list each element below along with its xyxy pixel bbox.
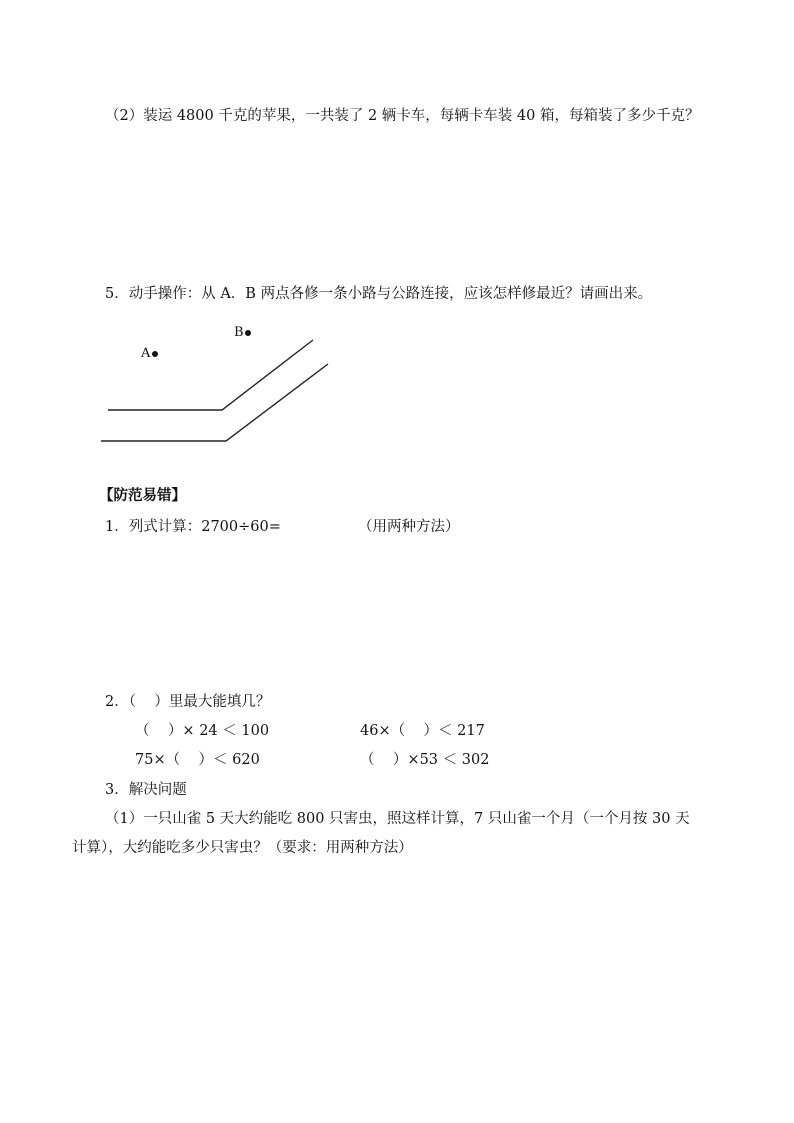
- point-b-label: B: [234, 325, 244, 340]
- section-title: 【防范易错】: [99, 487, 186, 504]
- problem-3-1-line-2: 计算），大约能吃多少只害虫？（要求：用两种方法）: [72, 840, 413, 856]
- point-a-label: A: [141, 346, 151, 361]
- problem-1-note: （用两种方法）: [358, 519, 460, 535]
- road-edge-lower: [101, 364, 328, 441]
- problem-2-item-4: （ ）×53 ＜ 302: [360, 752, 490, 768]
- problem-2-item-2: 46×（ ）＜ 217: [360, 723, 485, 739]
- road-svg: [95, 318, 335, 448]
- problem-3-title: 3．解决问题: [105, 782, 187, 798]
- point-a-dot: [152, 351, 158, 357]
- problem-2-title: 2．（ ）里最大能填几？: [105, 694, 271, 710]
- road-edge-upper: [108, 340, 313, 410]
- point-b-dot: [245, 330, 251, 336]
- problem-2-item-3: 75×（ ）＜ 620: [135, 752, 260, 768]
- problem-3-1-line-1: （1）一只山雀 5 天大约能吃 800 只害虫，照这样计算，7 只山雀一个月（一个月按 30 天: [105, 811, 690, 827]
- question-4-2-text: （2）装运 4800 千克的苹果，一共装了 2 辆卡车，每辆卡车装 40 箱，每箱装了多少千克？: [105, 108, 700, 124]
- question-5-text: 5．动手操作：从 A．B 两点各修一条小路与公路连接，应该怎样修最近？请画出来。: [105, 286, 653, 302]
- problem-1-prefix: 1．列式计算：2700÷60=: [105, 519, 281, 535]
- problem-2-item-1: （ ）× 24 ＜ 100: [135, 723, 270, 739]
